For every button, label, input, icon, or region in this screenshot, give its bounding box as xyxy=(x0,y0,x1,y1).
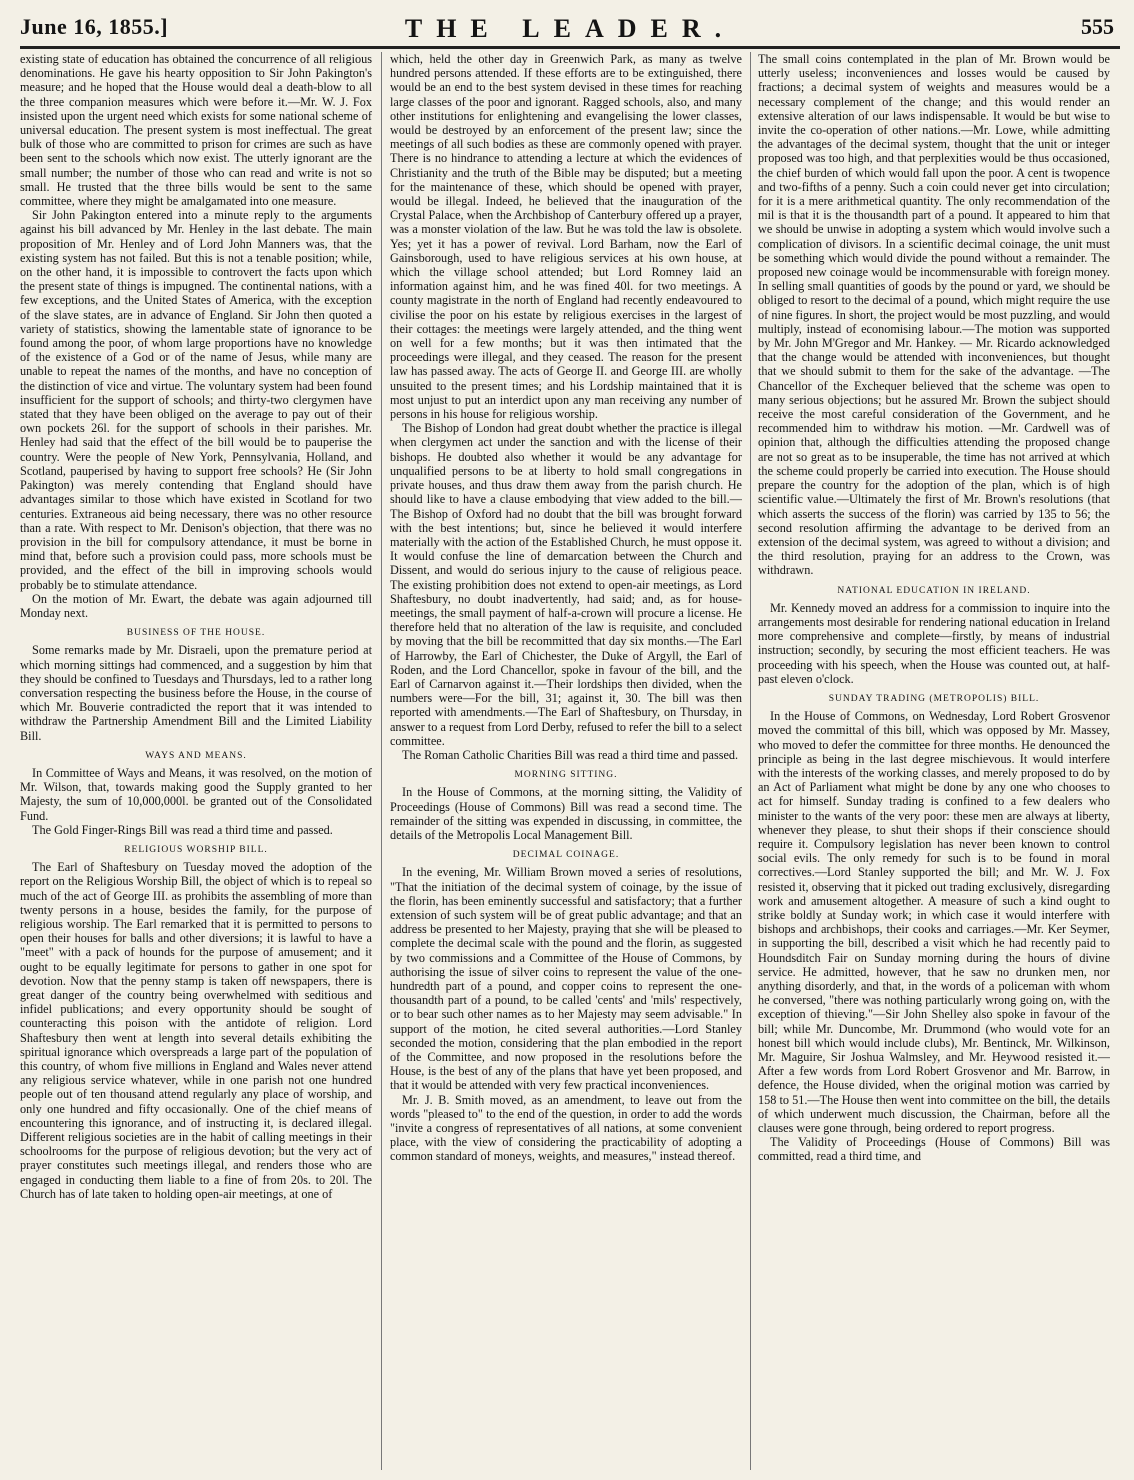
article-paragraph: Some remarks made by Mr. Disraeli, upon the premature period at which morning sittings had commenced, and a suggestion by him that they should be confined to Tuesdays and Thursdays, led to a rather long conversation respecting the business before the House, in the course of which Mr. Bouverie contradicted the report that it was intended to withdraw the Partnership Amendment Bill and the Limited Liability Bill. xyxy=(20,643,372,743)
article-paragraph: Mr. J. B. Smith moved, as an amendment, to leave out from the words "pleased to" to the end of the question, in order to add the words "invite a congress of representatives of all nations, at some convenient place, with the view of considering the practicability of adopting a common standard of moneys, weights, and measures," instead thereof. xyxy=(390,1092,742,1164)
article-paragraph: The small coins contemplated in the plan of Mr. Brown would be utterly useless; inconveniences and losses would be caused by fractions; a decimal system of weights and measures would be a necessary complement of the change; and this would render an extensive alteration of our laws indispensable. It would be but wise to invite the co-operation of other nations.—Mr. Lowe, while admitting the advantages of the decimal system, thought that the unit or integer proposed was too high, and that perplexities would be thus occasioned, the chief burden of which would fall upon the poor. A cent is twopence and two-fifths of a penny. Such a coin could never get into circulation; for it is a mere arithmetical quantity. The only recommendation of the mil is that it is the thousandth part of a pound. It appeared to him that we should be unwise in adopting a system which would involve such a complication of divisors. In a scientific decimal coinage, the unit must be something which would divide the pound without a remainder. The proposed new coinage would be incommensurable with foreign money. In selling small quantities of goods by the pound or yard, we should be obliged to resort to the decimal of a pound, which might require the use of nine figures. In short, the project would be most puzzling, and would multiply, instead of economising labour.—The motion was supported by Mr. John M'Gregor and Mr. Hankey. — Mr. Ricardo acknowledged that the change would be attended with inconveniences, but thought that we should submit to them for the sake of the advantage. —The Chancellor of the Exchequer believed that the scheme was open to many serious objections; but he assured Mr. Brown the subject should receive the most careful consideration of the Government, and he recommended him to withdraw his motion. —Mr. Cardwell was of opinion that, although the difficulties attending the proposed change are not so great as to be insuperable, the time has not arrived at which the scheme could properly be carried into execution. The House should prepare the country for the adoption of the plan, which is of high scientific value.—Ultimately the first of Mr. Brown's resolutions (that which asserts the success of the florin) was carried by 135 to 56; the second resolution affirming the advantage to be derived from an extension of the decimal system, was agreed to without a division; and the third resolution, praying for an address to the Crown, was withdrawn. xyxy=(758,52,1110,578)
column-divider xyxy=(750,52,751,1470)
article-paragraph: Sir John Pakington entered into a minute reply to the arguments against his bill advanced by Mr. Henley in the last debate. The main proposition of Mr. Henley and of Lord John Manners was, that the existing system has not failed. But this is not a tenable position; while, on the other hand, it is impossible to controvert the facts upon which the present state of things is impugned. The continental nations, with a few exceptions, and the United States of America, with the exception of the slave states, are in advance of England. Sir John then quoted a variety of statistics, showing the lamentable state of ignorance to be found among the poor, of whom large proportions have no knowledge of the existence of a God or of the name of Jesus, while many are unable to repeat the names of the months, and have no conception of the distinction of vice and virtue. The voluntary system had been found insufficient for the support of schools; and thirty-two clergymen have stated that they have been obliged on the average to pay out of their own pockets 26l. for the support of schools in their parishes. Mr. Henley had said that the effect of the bill would be to pauperise the country. Were the people of New York, Pennsylvania, Holland, and Scotland, pauperised by having to support free schools? He (Sir John Pakington) was merely contending that England should have advantages similar to those which have existed in Scotland for two centuries. Extraneous aid being necessary, there was no other resource than a rate. With respect to Mr. Denison's objection, that there was no provision in the bill for compulsory attendance, it must be borne in mind that, before such a provision could pass, more schools must be provided, and the effect of the bill in improving schools would probably be to stimulate attendance. xyxy=(20,208,372,592)
section-heading: SUNDAY TRADING (METROPOLIS) BILL. xyxy=(828,693,1040,704)
article-paragraph: which, held the other day in Greenwich Park, as many as twelve hundred persons attended. If these efforts are to be extinguished, there would be an end to the best system devised in these times for reaching large classes of the poor and ignorant. Ragged schools, also, and many other institutions for enlightening and evangelising the lower classes, would be destroyed by an enforcement of the present law; since the meetings of all such bodies as these are commonly opened with prayer. There is no hindrance to attending a lecture at which the evidences of Christianity and the truth of the Bible may be disputed; but a meeting for the maintenance of these, which should be opened with prayer, would be illegal. Indeed, he believed that the inauguration of the Crystal Palace, when the Archbishop of Canterbury offered up a prayer, was a monster violation of the law. But he was told the law is obsolete. Yes; yet it has a power of revival. Lord Barham, now the Earl of Gainsborough, used to have religious services at his own house, at which the village school attended; but Lord Romney laid an information against him, and he was fined 40l. for two meetings. A county magistrate in the north of England had recently endeavoured to civilise the poor on his estate by religious exercises in the largest of their cottages: the meetings were largely attended, and the thing went on well for a few months; but it was then intimated that the proceedings were illegal, and they ceased. The reason for the present law has passed away. The acts of George II. and George III. are wholly unsuited to the present times; and his Lordship maintained that it is most unjust to put an interdict upon any man receiving any number of persons in his house for religious worship. xyxy=(390,52,742,422)
column-2 xyxy=(390,52,742,1470)
article-paragraph: In the House of Commons, at the morning sitting, the Validity of Proceedings (House of Commons) Bill was read a second time. The remainder of the sitting was expended in discussing, in committee, the details of the Metropolis Local Management Bill. xyxy=(390,785,742,842)
article-paragraph: In the evening, Mr. William Brown moved a series of resolutions, "That the initiation of the decimal system of coinage, by the issue of the florin, has been eminently successful and satisfactory; that a further extension of such system will be of great public advantage; and that an address be presented to her Majesty, praying that she will be pleased to complete the decimal scale with the pound and the florin, as suggested by two commissions and a Committee of the House of Commons, by authorising the issue of silver coins to represent the value of the one-hundredth part of a pound, and copper coins to represent the one-thousandth part of a pound, to be called 'cents' and 'mils' respectively, or to bear such other names as to her Majesty may seem advisable." In support of the motion, he cited several authorities.—Lord Stanley seconded the motion, considering that the plan embodied in the report of the Committee, and now proposed in the resolutions before the House, is the best of any of the plans that have yet been proposed, and that it would be attended with very few practical inconveniences. xyxy=(390,865,742,1093)
newspaper-title: THE LEADER. xyxy=(404,14,736,43)
section-heading: MORNING SITTING. xyxy=(514,770,618,781)
header-rule xyxy=(20,46,1120,49)
article-paragraph: The Earl of Shaftesbury on Tuesday moved the adoption of the report on the Religious Worship Bill, the object of which is to repeal so much of the act of George III. as prohibits the assembling of more than twenty persons in a house, besides the family, for the purpose of religious worship. The Earl remarked that it is permitted to persons to open their houses for balls and other diversions; it is lawful to have a "meet" with a pack of hounds for the purpose of amusement; and it ought to be equally legitimate for persons to gather in one spot for devotion. Now that the penny stamp is taken off newspapers, there is great danger of the country being overwhelmed with seditious and infidel publications; and every opportunity should be sought of counteracting this poison with the antidote of religion. Lord Shaftesbury then went at length into several details exhibiting the spiritual ignorance which overspreads a large part of the population of this country, of whom five millions in England and Wales never attend any religious service whatever, while in one parish not one hundred people out of ten thousand attend regularly any place of worship, and only one hundred and fifty occasionally. One of the chief means of encountering this ignorance, and of instructing it, is declared illegal. Different religious societies are in the habit of calling meetings in their schoolrooms for the purpose of religious devotion; but the very act of prayer constitutes such meetings illegal, and renders those who are engaged in conducting them liable to a fine of from 20s. to 20l. The Church has of late taken to holding open-air meetings, at one of xyxy=(20,860,372,1201)
article-paragraph: In Committee of Ways and Means, it was resolved, on the motion of Mr. Wilson, that, towards making good the Supply granted to her Majesty, the sum of 10,000,000l. be granted out of the Consolidated Fund. xyxy=(20,765,372,823)
column-divider xyxy=(381,52,382,1470)
issue-date: June 16, 1855.] xyxy=(20,14,169,39)
section-heading: NATIONAL EDUCATION IN IRELAND. xyxy=(837,585,1031,596)
article-paragraph: existing state of education has obtained the concurrence of all religious denominations. He gave his hearty opposition to Sir John Pakington's measure; and he hoped that the House would deal a death-blow to all the three companion measures which were before it.—Mr. W. J. Fox insisted upon the urgent need which exists for some national scheme of universal education. The present system is most ineffectual. The great bulk of those who are committed to prison for crimes are such as have been sent to the schools which now exist. The utterly ignorant are the small number; the number of those who can read and write is not so small. He trusted that the three bills would be sent to the same committee, where they might be amalgamated into one measure. xyxy=(20,52,372,209)
column-1 xyxy=(20,52,372,1470)
article-paragraph: The Validity of Proceedings (House of Commons) Bill was committed, read a third time, and xyxy=(758,1135,1110,1164)
article-paragraph: The Bishop of London had great doubt whether the practice is illegal when clergymen act under the sanction and with the license of their bishops. He doubted also whether it would be any advantage for unqualified persons to be at liberty to hold small congregations in private houses, and thus draw them away from the parish church. He should like to have a clause embodying that view added to the bill.—The Bishop of Oxford had no doubt that the bill was brought forward with the best intentions; but, since he believed it would interfere materially with the action of the Established Church, he must oppose it. It would confuse the line of demarcation between the Church and Dissent, and would do serious injury to the cause of religious peace. The existing prohibition does not extend to open-air meetings, as Lord Shaftesbury, no doubt inadvertently, had said; and, as for house-meetings, the small payment of half-a-crown will procure a license. He therefore held that no alteration of the law is requisite, and concluded by moving that the bill be recommitted that day six months.—The Earl of Harrowby, the Earl of Chichester, the Duke of Argyll, the Earl of Roden, and the Lord Chancellor, spoke in favour of the bill, and the Earl of Carnarvon against it.—Their lordships then divided, when the numbers were—For the bill, 31; against it, 30. The bill was then reported with amendments.—The Earl of Shaftesbury, on Thursday, in answer to a request from Lord Derby, refused to refer the bill to a select committee. xyxy=(390,421,742,748)
article-paragraph: The Roman Catholic Charities Bill was read a third time and passed. xyxy=(402,747,739,762)
section-heading: WAYS AND MEANS. xyxy=(145,750,247,761)
column-3 xyxy=(758,52,1110,1470)
section-heading: BUSINESS OF THE HOUSE. xyxy=(126,628,266,639)
section-heading: RELIGIOUS WORSHIP BILL. xyxy=(124,844,268,855)
article-paragraph: In the House of Commons, on Wednesday, Lord Robert Grosvenor moved the committal of this bill, which was opposed by Mr. Massey, who moved to defer the committee for three months. He denounced the principle as being in the last degree mischievous. It would interfere with the interests of the working classes, and merely proposed to do by an Act of Parliament what might be done by any one who chooses to act for himself. Sunday trading is confined to a few dealers who minister to the wants of the very poor: these men are always at liberty, whenever they please, to shut their shops if their conscience should require it. Compulsory legislation has never been known to control social evils. The only remedy for such is to be found in moral correctives.—Lord Stanley supported the bill; and Mr. W. J. Fox resisted it, observing that it picked out trading exclusively, disregarding work and amusement altogether. A measure of such a kind ought to strike boldly at Sunday work; in which case it would interfere with bishops and archbishops, their cooks and carriages.—Mr. Ker Seymer, in supporting the bill, described a visit which he had recently paid to Houndsditch Fair on Sunday morning during the hours of divine service. He admitted, however, that he saw no drunken men, nor anything disorderly, and that, in the words of a policeman with whom he conversed, "there was nothing particularly wrong going on, with the exception of thieving."—Sir John Shelley also spoke in favour of the bill; while Mr. Duncombe, Mr. Drummond (who would vote for an honest bill which would include clubs), Mr. Bentinck, Mr. Wilkinson, Mr. Maguire, Sir Joshua Walmsley, and Mr. Heywood resisted it.—After a few words from Lord Robert Grosvenor and Mr. Barrow, in defence, the House divided, when the original motion was carried by 158 to 51.—The House then went into committee on the bill, the details of which underwent much discussion, the Chairman, before all the clauses were gone through, being ordered to report progress. xyxy=(758,709,1110,1136)
article-paragraph: On the motion of Mr. Ewart, the debate was again adjourned till Monday next. xyxy=(20,591,372,620)
page-header xyxy=(20,12,1120,52)
article-paragraph: Mr. Kennedy moved an address for a commission to inquire into the arrangements most desirable for rendering national education in Ireland more comprehensive and complete—firstly, by means of industrial instruction; secondly, by securing the most efficient teachers. He was proceeding with his speech, when the House was counted out, at half-past eleven o'clock. xyxy=(758,600,1110,686)
section-heading: DECIMAL COINAGE. xyxy=(512,850,620,861)
page-number: 555 xyxy=(1081,14,1114,39)
article-paragraph: The Gold Finger-Rings Bill was read a third time and passed. xyxy=(32,822,333,837)
